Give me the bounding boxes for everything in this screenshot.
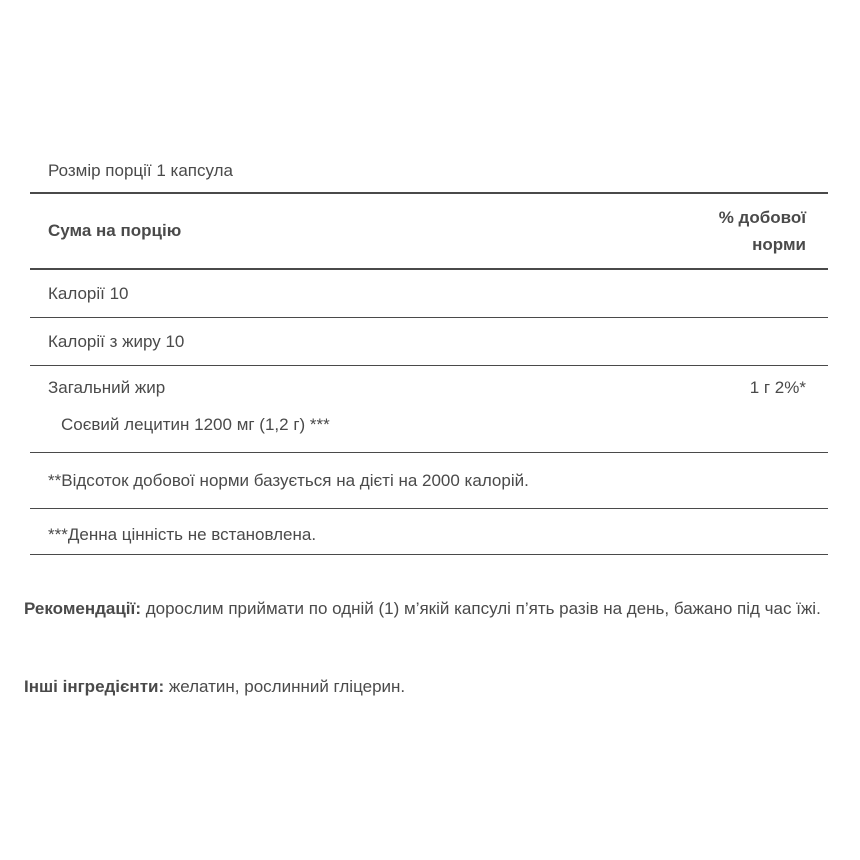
calories-from-fat-label: Калорії з жиру 10	[48, 331, 185, 351]
other-ingredients-text: желатин, рослинний гліцерин.	[164, 677, 406, 696]
daily-value-footnote: **Відсоток добової норми базується на дієті на 2000 калорій.	[48, 471, 529, 490]
table-row	[30, 318, 828, 366]
soy-lecithin-label: Соєвий лецитин 1200 мг (1,2 г) ***	[61, 415, 330, 434]
calories-label: Калорії 10	[48, 283, 129, 303]
recommendations-text: дорослим приймати по одній (1) м’якій капсулі п’ять разів на день, бажано під час їжі.	[140, 599, 821, 618]
table-header	[30, 194, 828, 270]
table-row	[30, 366, 828, 453]
daily-value-header-line1: % добової	[718, 208, 806, 227]
daily-value-header	[719, 204, 806, 258]
recommendations	[24, 595, 824, 622]
daily-value-header-line2: норми	[752, 235, 806, 254]
table-row	[30, 270, 828, 318]
other-ingredients	[24, 673, 824, 700]
not-established-footnote: ***Денна цінність не встановлена.	[30, 509, 828, 555]
serving-size: Розмір порції 1 капсула	[30, 150, 828, 194]
recommendations-label: Рекомендації:	[24, 599, 141, 618]
total-fat-value: 1 г 2%*	[749, 378, 806, 397]
amount-per-serving-label: Сума на порцію	[48, 221, 182, 240]
total-fat-label: Загальний жир	[48, 378, 166, 397]
daily-value-footnote-row	[30, 453, 828, 509]
nutrition-facts-panel	[30, 150, 828, 555]
other-ingredients-label: Інші інгредієнти:	[24, 677, 165, 696]
